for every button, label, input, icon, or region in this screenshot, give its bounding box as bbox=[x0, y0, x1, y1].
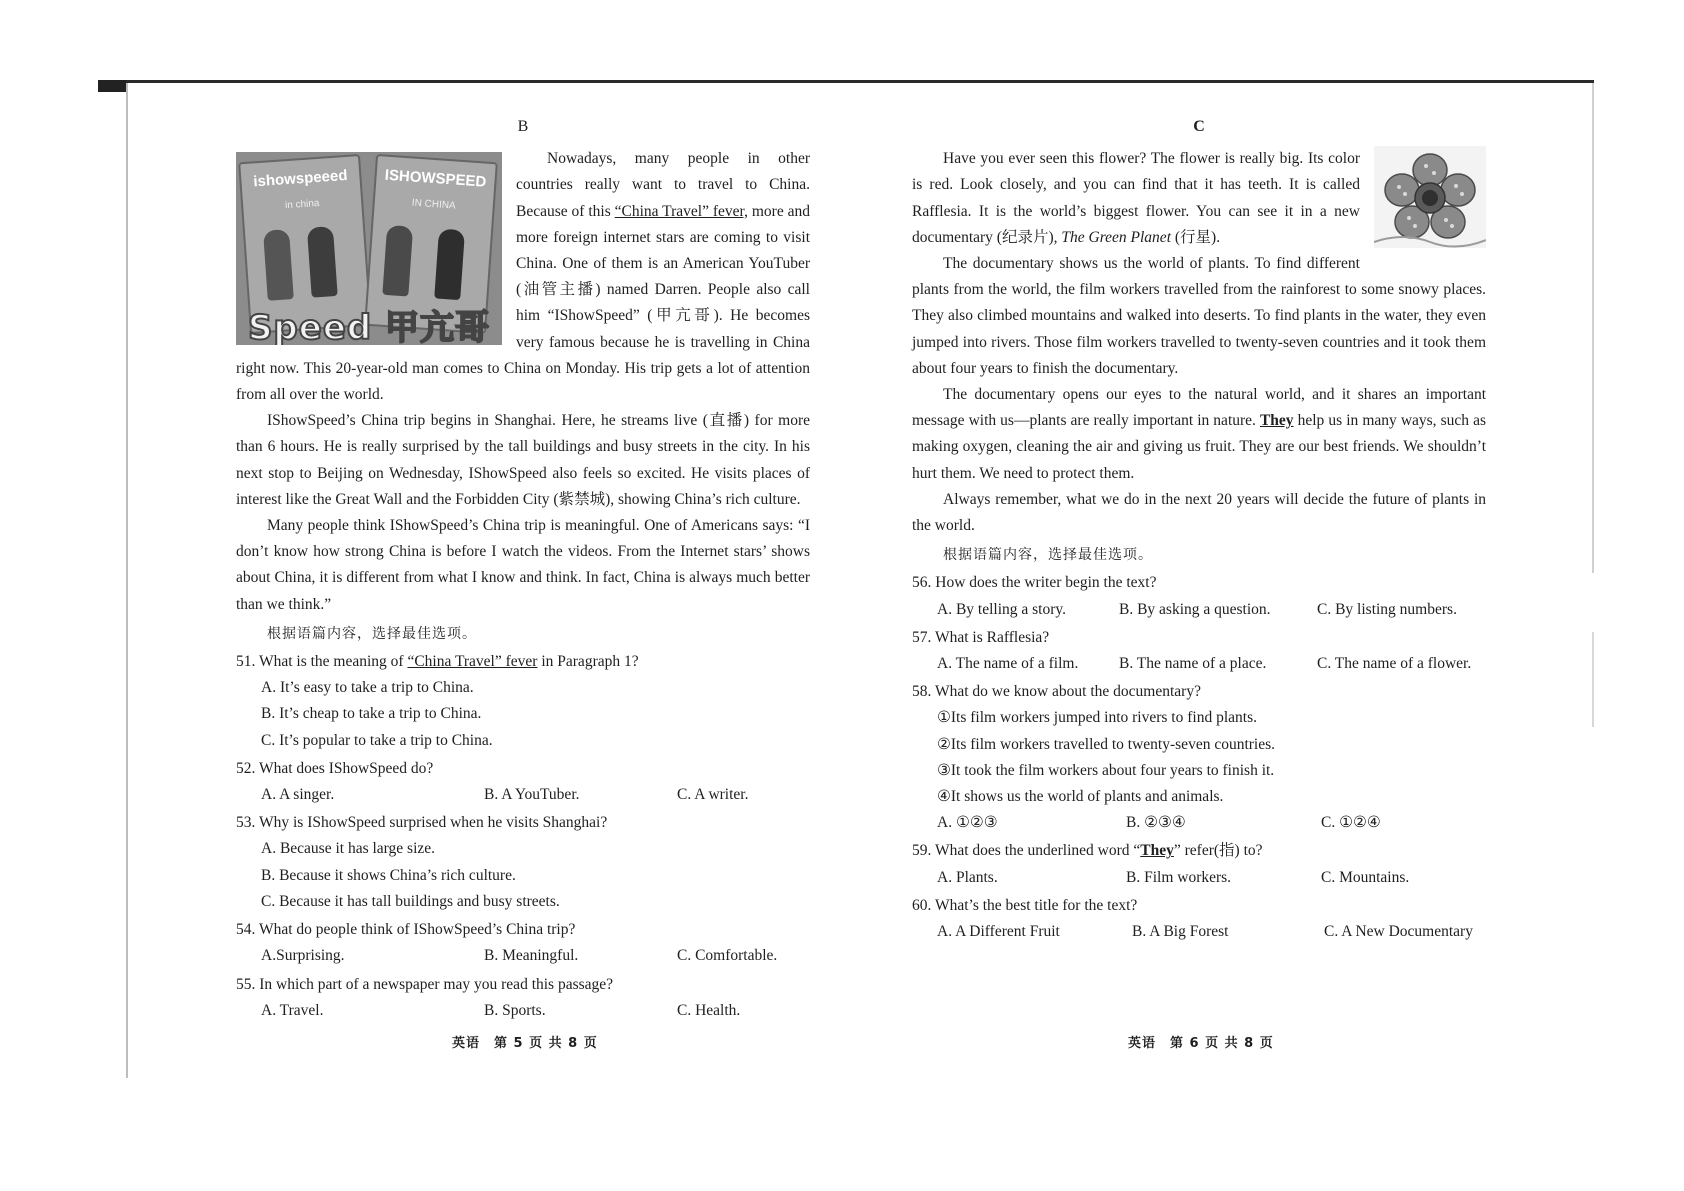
question-54-option-c: C. Comfortable. bbox=[677, 947, 778, 965]
task-instruction: 根据语篇内容，选择最佳选项。 bbox=[943, 547, 1153, 564]
question-58-statement-3: ③It took the film workers about four years to finish it. bbox=[937, 761, 1275, 779]
p1-underlined-phrase: “China Travel” fever, bbox=[614, 202, 748, 220]
page-frame-right-lower bbox=[1592, 632, 1594, 727]
question-54-option-b: B. Meaningful. bbox=[484, 947, 579, 965]
poster-right-subtitle: IN CHINA bbox=[411, 197, 457, 213]
page-frame-right bbox=[1592, 83, 1594, 573]
page-5-column bbox=[236, 110, 810, 1024]
page-6-column bbox=[912, 110, 1486, 945]
question-58-statement-1: ①Its film workers jumped into rivers to find plants. bbox=[937, 709, 1257, 727]
question-55-option-c: C. Health. bbox=[677, 1001, 741, 1019]
question-60-option-a: A. A Different Fruit bbox=[937, 923, 1060, 941]
page-frame-left bbox=[126, 83, 128, 1078]
question-56 bbox=[912, 570, 1486, 622]
question-53-stem: 53. Why is IShowSpeed surprised when he visits Shanghai? bbox=[236, 814, 608, 832]
poster-right-title: ISHOWSPEED bbox=[384, 166, 487, 191]
speed-banner-text: Speed 甲亢哥 bbox=[247, 308, 491, 346]
question-59-option-b: B. Film workers. bbox=[1126, 868, 1232, 886]
question-54-option-a: A.Surprising. bbox=[261, 947, 345, 965]
page-frame-corner bbox=[98, 80, 126, 92]
section-heading-c: C bbox=[1193, 118, 1205, 135]
question-59 bbox=[912, 838, 1486, 890]
question-58-statement-4: ④It shows us the world of plants and animals. bbox=[937, 788, 1224, 806]
question-51-stem: 51. What is the meaning of “China Travel” fever in Paragraph 1? bbox=[236, 653, 639, 671]
section-heading-b: B bbox=[517, 118, 529, 135]
question-53-option-a: A. Because it has large size. bbox=[261, 840, 436, 858]
question-51 bbox=[236, 649, 810, 754]
documentary-title: The Green Planet bbox=[1061, 228, 1171, 246]
question-51-option-a: A. It’s easy to take a trip to China. bbox=[261, 679, 474, 697]
ishowspeed-poster-image bbox=[236, 152, 502, 345]
question-59-option-c: C. Mountains. bbox=[1321, 868, 1410, 886]
question-60-option-c: C. A New Documentary bbox=[1324, 923, 1473, 941]
question-53-option-b: B. Because it shows China’s rich culture. bbox=[261, 866, 516, 884]
question-58 bbox=[912, 679, 1486, 836]
question-59-stem: 59. What does the underlined word “They” refer(指) to? bbox=[912, 842, 1263, 860]
question-60-stem: 60. What’s the best title for the text? bbox=[912, 896, 1138, 914]
question-55-option-b: B. Sports. bbox=[484, 1001, 546, 1019]
p1-text-a: Nowadays, many people in other countries really want to travel to China. Because of this bbox=[516, 150, 810, 220]
question-51-option-c: C. It’s popular to take a trip to China. bbox=[261, 731, 493, 749]
figure-silhouette bbox=[382, 225, 413, 297]
page-footer-5: 英语 第 5 页 共 8 页 bbox=[452, 1036, 598, 1051]
question-56-option-a: A. By telling a story. bbox=[937, 600, 1067, 618]
poster-left-title: ishowspeeed bbox=[252, 167, 349, 191]
question-53-option-c: C. Because it has tall buildings and busy streets. bbox=[261, 892, 560, 910]
question-57 bbox=[912, 625, 1486, 677]
passage-c-paragraph-1: Have you ever seen this flower? The flower is really big. Its color is red. Look closely, and you can find that it has teeth. It is called Rafflesia. It is the world’s biggest flower. You can see it in a new documentary (纪录片), The Green Planet (行星). bbox=[912, 150, 1360, 246]
p1-text-b: more and more foreign internet stars are coming to visit China. One of them is an American YouTuber (油管主播) named Darren. People also call him “IShowSpeed” (甲亢哥). He becomes very famous because he is travelling in China right now. This 20-year-old man comes to China on Monday. His trip gets a lot of attention from all over the world. bbox=[236, 202, 810, 404]
question-54-stem: 54. What do people think of IShowSpeed’s China trip? bbox=[236, 921, 576, 939]
question-56-option-b: B. By asking a question. bbox=[1119, 600, 1271, 618]
question-52-stem: 52. What does IShowSpeed do? bbox=[236, 759, 434, 777]
question-53 bbox=[236, 810, 810, 915]
passage-b-paragraph-3: Many people think IShowSpeed’s China trip is meaningful. One of Americans says: “I don’t know how strong China is before I watch the videos. From the Internet stars’ shows about China, it is different from what I know and think. In fact, China is always much better than we think.” bbox=[236, 517, 810, 613]
page-frame-top bbox=[98, 80, 1594, 83]
question-54 bbox=[236, 917, 810, 969]
question-60 bbox=[912, 893, 1486, 945]
rafflesia-flower-image bbox=[1374, 146, 1486, 248]
question-58-statement-2: ②Its film workers travelled to twenty-seven countries. bbox=[937, 735, 1276, 753]
question-59-option-a: A. Plants. bbox=[937, 868, 998, 886]
poster-left-subtitle: in china bbox=[284, 198, 320, 212]
question-55 bbox=[236, 972, 810, 1024]
question-52 bbox=[236, 756, 810, 808]
question-56-option-c: C. By listing numbers. bbox=[1317, 600, 1457, 618]
question-57-option-b: B. The name of a place. bbox=[1119, 655, 1267, 673]
question-57-option-a: A. The name of a film. bbox=[937, 655, 1079, 673]
passage-b-paragraph-2: IShowSpeed’s China trip begins in Shanghai. Here, he streams live (直播) for more than 6 hours. He is really surprised by the tall buildings and busy streets in the city. In his next stop to Beijing on Wednesday, IShowSpeed also feels so excited. He visits places of interest like the Great Wall and the Forbidden City (紫禁城), showing China’s rich culture. bbox=[236, 412, 810, 508]
flower-illustration bbox=[1374, 146, 1486, 248]
figure-silhouette bbox=[307, 226, 338, 298]
passage-c-paragraph-2: The documentary shows us the world of plants. To find different plants from the world, the film workers travelled from the rainforest to some snowy places. They also climbed mountains and walked into deserts. To find plants in the water, they even jumped into rivers. Those film workers travelled to twenty-seven countries and it took them about four years to finish the documentary. bbox=[912, 255, 1486, 377]
page-footer-6: 英语 第 6 页 共 8 页 bbox=[1128, 1036, 1274, 1051]
question-56-stem: 56. How does the writer begin the text? bbox=[912, 574, 1157, 592]
question-55-option-a: A. Travel. bbox=[261, 1001, 324, 1019]
passage-c-paragraph-3: The documentary opens our eyes to the natural world, and it shares an important message with us—plants are really important in nature. They help us in many ways, such as making oxygen, cleaning the air and giving us fruit. They are our best friends. We shouldn’t hurt them. We need to protect them. bbox=[912, 386, 1486, 482]
figure-silhouette bbox=[263, 229, 294, 301]
question-52-option-c: C. A writer. bbox=[677, 786, 749, 804]
question-58-option-b: B. ②③④ bbox=[1126, 814, 1186, 832]
question-52-option-b: B. A YouTuber. bbox=[484, 786, 580, 804]
task-instruction: 根据语篇内容，选择最佳选项。 bbox=[267, 625, 477, 642]
question-60-option-b: B. A Big Forest bbox=[1132, 923, 1229, 941]
underlined-word-they: They bbox=[1259, 412, 1294, 430]
question-57-option-c: C. The name of a flower. bbox=[1317, 655, 1472, 673]
question-58-option-a: A. ①②③ bbox=[937, 814, 998, 832]
question-58-stem: 58. What do we know about the documentary? bbox=[912, 683, 1201, 701]
question-51-option-b: B. It’s cheap to take a trip to China. bbox=[261, 705, 482, 723]
figure-silhouette bbox=[434, 229, 465, 301]
question-52-option-a: A. A singer. bbox=[261, 786, 335, 804]
question-55-stem: 55. In which part of a newspaper may you read this passage? bbox=[236, 975, 614, 993]
question-57-stem: 57. What is Rafflesia? bbox=[912, 628, 1050, 646]
passage-c-paragraph-4: Always remember, what we do in the next 20 years will decide the future of plants in the world. bbox=[912, 490, 1486, 535]
question-58-option-c: C. ①②④ bbox=[1321, 814, 1381, 832]
